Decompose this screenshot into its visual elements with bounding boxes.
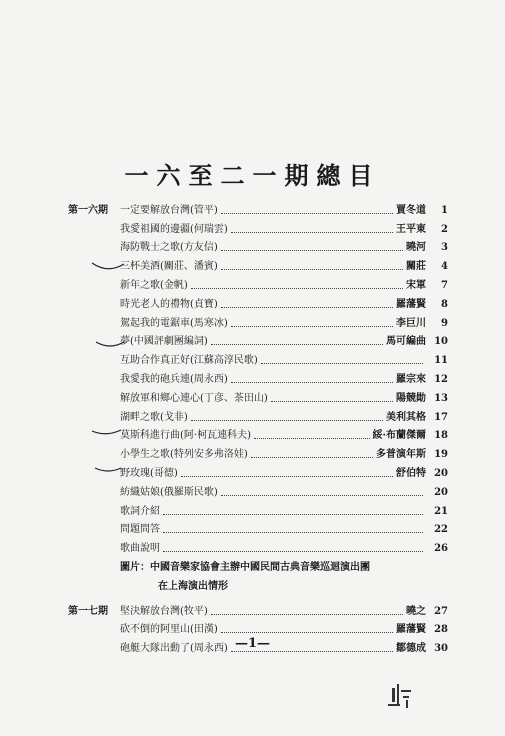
entry-composer: 多普演年斯 [376,449,426,461]
issue-label: 第一七期 [68,605,108,617]
entry-title: 砍不倒的阿里山(田漢) [120,624,218,636]
entry-title: 三杯美酒(關莊、潘賓) [120,261,218,273]
entry-composer: 王平東 [396,223,426,235]
entry-page-number: 1 [441,204,448,216]
entry-title: 駕起我的電鋸車(馬寒冰) [120,317,228,329]
entry-title: 解放軍和鄉心連心(丁彦、茶田山) [120,392,268,404]
entry-composer: 舒伯特 [396,467,426,479]
entry-composer: 李巨川 [396,317,426,329]
pencil-mark [92,263,124,269]
entry-page-number: 12 [434,373,448,385]
caption-line: 圖片：中國音樂家協會主辦中國民間古典音樂巡迴演出團 [120,561,370,573]
entry-title: 堅決解放台灣(牧平) [120,605,208,617]
page-number-footer: —1— [234,636,271,651]
entry-composer: 曉河 [406,242,426,254]
entry-page-number: 30 [434,643,448,655]
entry-title: 湖畔之歌(戈非) [120,411,188,423]
entry-title: 歌曲說明 [120,543,160,555]
entry-title: 一定要解放台灣(管平) [120,204,218,216]
entry-title: 時光老人的禮物(貞寶) [120,298,218,310]
entry-title: 互助合作真正好(江蘇高淳民歌) [120,355,258,367]
entry-composer: 羅藩賢 [396,298,426,310]
entry-title: 小學生之歌(特列安多弗洛娃) [120,449,248,461]
pencil-mark [96,342,124,346]
issue-label: 第一六期 [68,204,108,216]
entry-composer: 羅宗來 [396,373,426,385]
entry-page-number: 17 [434,411,448,423]
entry-page-number: 26 [434,543,448,555]
entry-title: 莫斯科進行曲(阿·柯瓦連科夫) [120,430,251,442]
entry-title: 海防戰士之歌(方友信) [120,242,218,254]
caption-line: 在上海演出情形 [158,580,228,592]
entry-composer: 羅藩賢 [396,624,426,636]
entry-page-number: 28 [434,624,448,636]
entry-composer: 曉之 [406,605,426,617]
entry-page-number: 20 [434,486,448,498]
entry-page-number: 10 [434,336,448,348]
entry-title: 紡織姑娘(俄羅斯民歌) [120,486,218,498]
entry-composer: 鄒德成 [396,643,426,655]
entry-composer: 陽競勛 [396,392,426,404]
entry-page-number: 20 [434,467,448,479]
entry-page-number: 7 [441,279,448,291]
entry-page-number: 9 [441,317,448,329]
entry-title: 砲艇大隊出動了(周永西) [120,643,228,655]
entry-composer: 馬可編曲 [386,336,426,348]
entry-page-number: 18 [434,430,448,442]
entry-composer: 宋軍 [406,279,426,291]
entry-page-number: 11 [434,355,448,367]
entry-page-number: 13 [434,392,448,404]
entry-title: 我愛我的砲兵連(周永西) [120,373,228,385]
ink-stamp [388,684,411,708]
entry-page-number: 3 [441,242,448,254]
entry-page-number: 22 [434,524,448,536]
entry-page-number: 19 [434,449,448,461]
entry-page-number: 27 [434,605,448,617]
entry-title: 野玫瑰(哥德) [120,467,178,479]
entry-page-number: 4 [441,261,448,273]
entry-title: 新年之歌(金帆) [120,279,188,291]
entry-page-number: 8 [441,298,448,310]
page-title: 一六至二一期總目 [124,161,381,190]
entry-composer: 賈冬道 [396,204,426,216]
entry-page-number: 21 [434,505,448,517]
entry-title: 我愛祖國的邊疆(何瑞雲) [120,223,228,235]
entry-composer: 關莊 [406,261,426,273]
entry-title: 歌詞介紹 [120,505,160,517]
entry-composer: 美利其格 [386,411,426,423]
pencil-mark [95,468,121,471]
pencil-mark [92,430,121,434]
entry-title: 夢(中國評劇團編詞) [120,336,208,348]
entry-composer: 綏·布蘭傑爾 [372,430,426,442]
entry-title: 問題問答 [120,524,160,536]
entry-page-number: 2 [441,223,448,235]
